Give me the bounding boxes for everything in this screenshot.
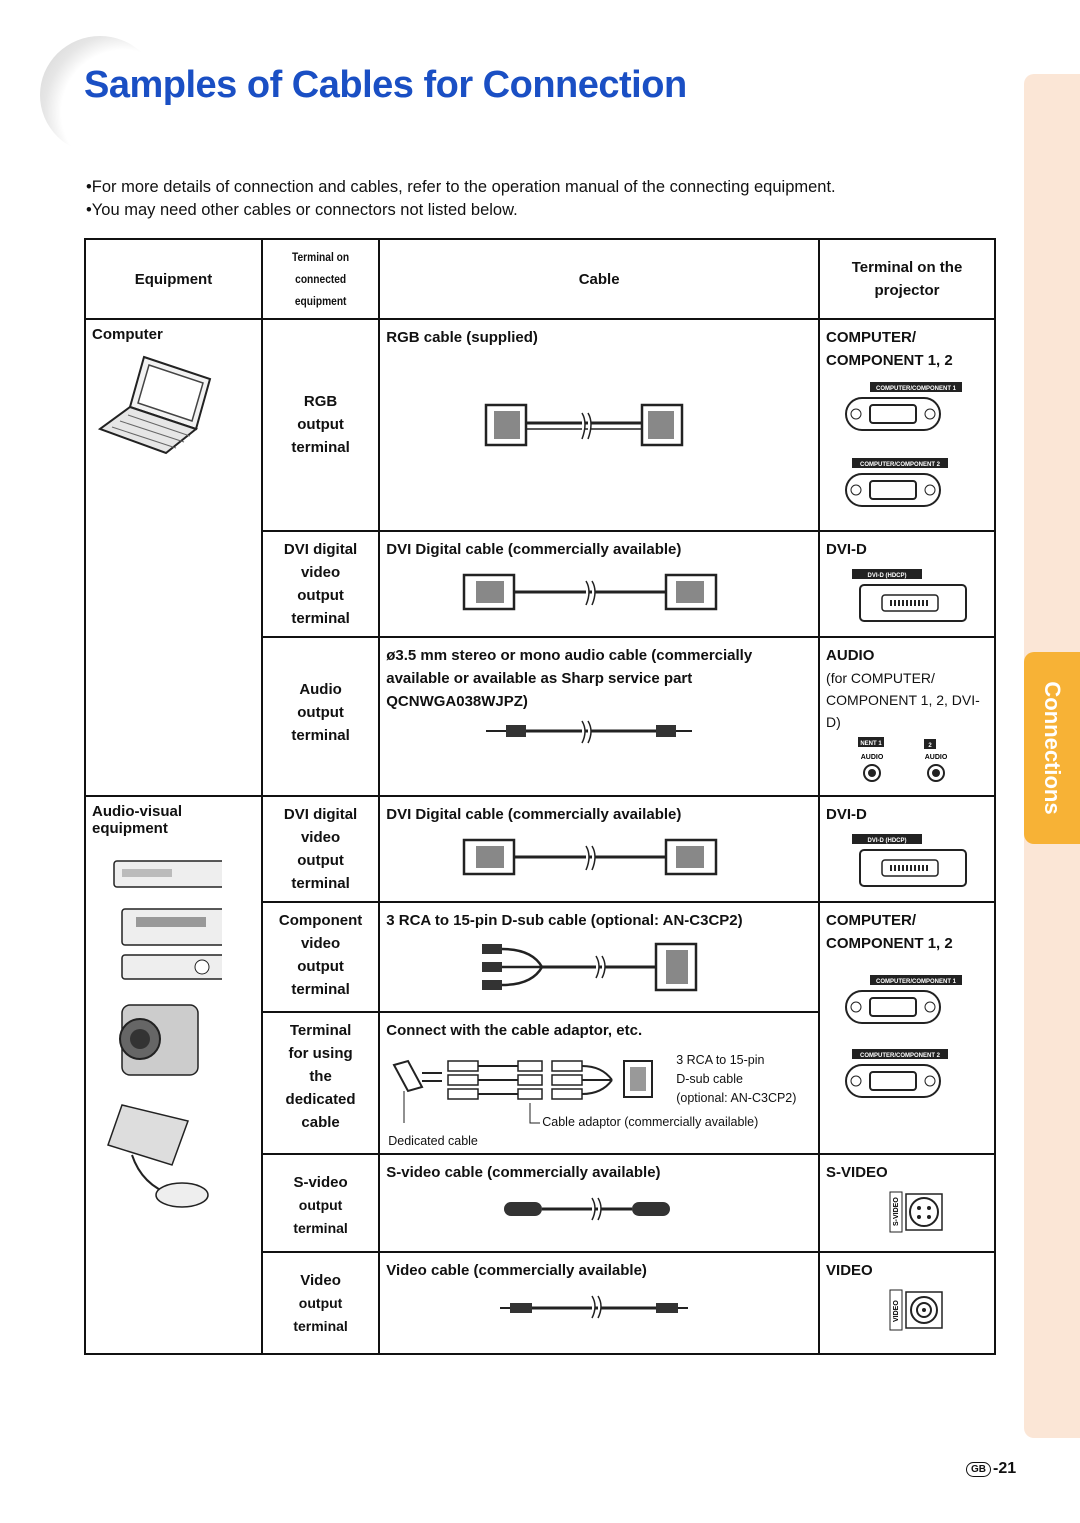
port-dvi-d-2: DVI-D DVI-D (HDCP): [819, 796, 995, 902]
port-tag: COMPUTER/COMPONENT 1: [876, 979, 957, 985]
intro-note: •For more details of connection and cables, refer to the operation manual of the connecting equipment.: [86, 178, 836, 196]
equipment-computer: Computer: [85, 319, 262, 796]
cable-dvi-2: DVI Digital cable (commercially available): [379, 796, 819, 902]
port-dvi-d-1: DVI-D DVI-D (HDCP): [819, 531, 995, 637]
dvi-port-icon: [826, 832, 986, 892]
vga-port-icon: [826, 971, 986, 1111]
svideo-port-icon: [826, 1190, 986, 1236]
cable-dedicated: Connect with the cable adaptor, etc. 3 RCA to 15-pin D-sub cable (optional: AN-C3CP2) Cable adaptor (commercially available) Dedicated cable: [379, 1012, 819, 1154]
rca-note: 3 RCA to 15-pin D-sub cable (optional: AN-C3CP2): [676, 1053, 797, 1105]
port-tag: VIDEO: [893, 1300, 901, 1322]
page-number-value: -21: [993, 1460, 1017, 1477]
port-tag: COMPUTER/COMPONENT 2: [860, 462, 941, 468]
jack-label: AUDIO: [924, 754, 948, 761]
intro-note: •You may need other cables or connectors not listed below.: [86, 201, 518, 219]
region-badge: GB: [966, 1462, 991, 1477]
audio-cable-icon: [386, 719, 806, 749]
laptop-icon: [92, 349, 222, 459]
terminal-component: Component video output terminal: [262, 902, 379, 1012]
cable-svideo: S-video cable (commercially available): [379, 1154, 819, 1252]
rca-cable-icon: [386, 938, 806, 998]
cable-dvi-1: DVI Digital cable (commercially available): [379, 531, 819, 637]
jack-tag: NENT 1: [860, 741, 882, 747]
port-audio: AUDIO (for COMPUTER/ COMPONENT 1, 2, DVI-D) NENT 1 2 AUDIO AUDIO: [819, 637, 995, 796]
cable-rgb: RGB cable (supplied): [379, 319, 819, 531]
terminal-dvi-2: DVI digital video output terminal: [262, 796, 379, 902]
port-video: VIDEO VIDEO: [819, 1252, 995, 1354]
intro-notes: [86, 176, 836, 222]
header-equipment: Equipment: [85, 239, 262, 319]
header-terminal-connected: Terminal on connected equipment: [262, 239, 379, 319]
header-cable: Cable: [379, 239, 819, 319]
adaptor-note: Cable adaptor (commercially available): [542, 1115, 759, 1129]
terminal-rgb: RGB output terminal: [262, 319, 379, 531]
dvi-port-icon: [826, 567, 986, 627]
cable-component: 3 RCA to 15-pin D-sub cable (optional: AN-C3CP2): [379, 902, 819, 1012]
terminal-audio: Audio output terminal: [262, 637, 379, 796]
header-terminal-projector: Terminal on the projector: [819, 239, 995, 319]
port-computer-component: COMPUTER/ COMPONENT 1, 2 COMPUTER/COMPONENT 1 COMPUTER/COMPONENT 2: [819, 319, 995, 531]
port-tag: COMPUTER/COMPONENT 2: [860, 1053, 941, 1059]
section-tab-label: Connections: [1040, 681, 1065, 815]
port-computer-component-av: COMPUTER/ COMPONENT 1, 2 COMPUTER/COMPONENT 1 COMPUTER/COMPONENT 2: [819, 902, 995, 1154]
port-svideo: S-VIDEO S-VIDEO: [819, 1154, 995, 1252]
cable-video: Video cable (commercially available): [379, 1252, 819, 1354]
rgb-cable-icon: [386, 355, 806, 475]
video-cable-icon: [386, 1288, 806, 1328]
av-equipment-icon: [92, 855, 222, 1215]
port-tag: DVI-D (HDCP): [867, 573, 907, 579]
audio-jack-icon: [826, 735, 986, 789]
cable-audio: ø3.5 mm stereo or mono audio cable (commercially available or available as Sharp service part QCNWGA038WJPZ): [379, 637, 819, 796]
terminal-svideo: S-video output terminal: [262, 1154, 379, 1252]
equipment-audio-visual: Audio-visual equipment: [85, 796, 262, 1354]
jack-tag: 2: [928, 743, 932, 749]
dvi-cable-icon: [386, 567, 806, 617]
dedicated-note: Dedicated cable: [388, 1134, 478, 1148]
terminal-dvi-1: DVI digital video output terminal: [262, 531, 379, 637]
port-tag: DVI-D (HDCP): [867, 838, 907, 844]
port-tag: S-VIDEO: [893, 1197, 901, 1226]
page-title: Samples of Cables for Connection: [84, 64, 687, 106]
cables-table: [84, 238, 996, 1355]
terminal-video: Video output terminal: [262, 1252, 379, 1354]
jack-label: AUDIO: [860, 754, 884, 761]
page-number: [966, 1460, 1016, 1478]
vga-port-icon: [826, 378, 986, 508]
port-tag: COMPUTER/COMPONENT 1: [876, 386, 957, 392]
dvi-cable-icon: [386, 832, 806, 882]
svideo-cable-icon: [386, 1190, 806, 1230]
terminal-dedicated: Terminal for using the dedicated cable: [262, 1012, 379, 1154]
video-port-icon: [826, 1288, 986, 1334]
